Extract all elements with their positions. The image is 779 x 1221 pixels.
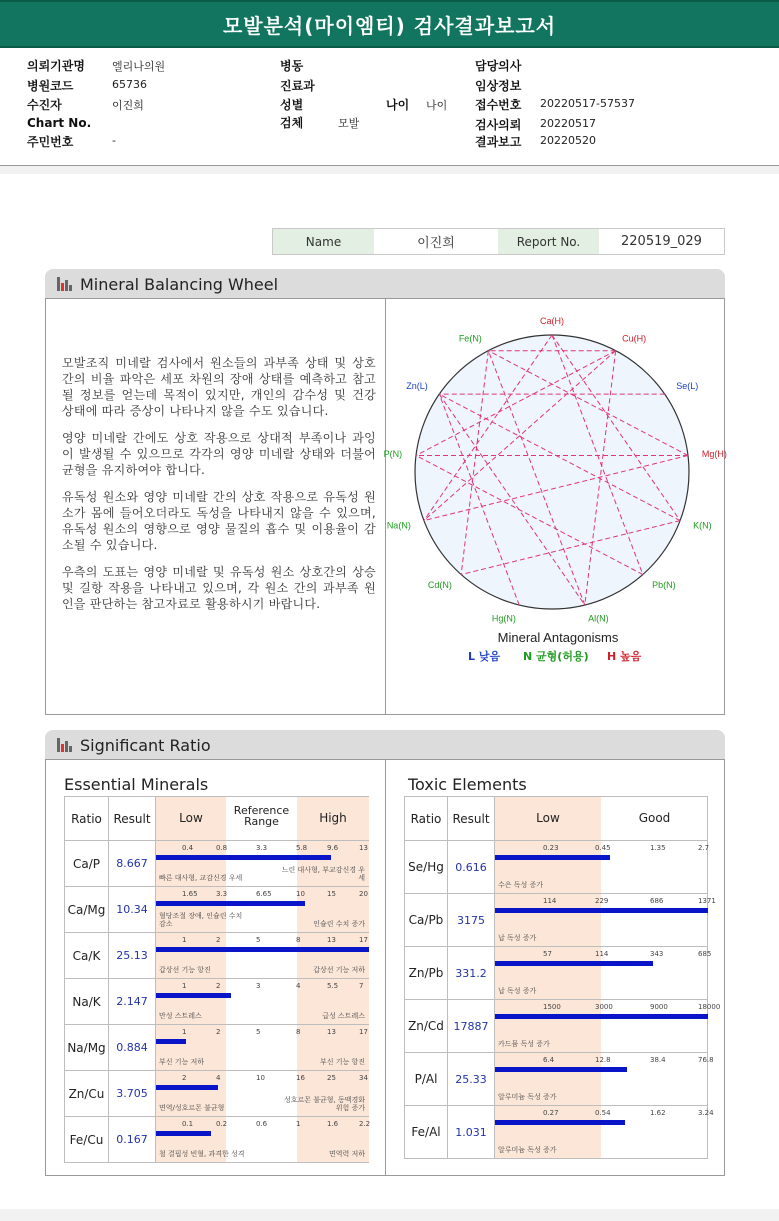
tick-label: 7 — [359, 982, 364, 990]
ratio-bar-cell — [156, 979, 369, 1025]
ratio-result: 25.13 — [109, 933, 156, 979]
high-note: 부신 기능 항진 — [319, 1058, 365, 1066]
ratio-name: Ca/P — [65, 841, 109, 887]
request-value: 20220517 — [540, 117, 596, 130]
high-note: 갑상선 기능 저하 — [313, 966, 365, 974]
report-no-value: 220519_029 — [621, 234, 702, 249]
ratio-result: 25.33 — [448, 1053, 495, 1106]
toxic-header-ratio: Ratio — [405, 797, 448, 841]
ratio-row — [405, 894, 708, 947]
wheel-paragraph: 우측의 도표는 영양 미네랄 및 유독성 원소 상호간의 상승 및 길항 작용을 나타내고 있으며, 각 원소 간의 과부족 원인을 판단하는 참고자료로 활용하시기 바랍니다. — [62, 565, 376, 611]
report-no-label: Report No. — [498, 229, 599, 254]
patient-info — [0, 48, 779, 166]
high-note: 느린 대사형, 부교감신경 우세 — [281, 866, 365, 882]
tick-label: 1500 — [543, 1003, 561, 1011]
header-high: High — [319, 811, 347, 825]
tick-label: 1.35 — [650, 844, 666, 852]
essential-header-range — [156, 797, 369, 841]
ratio-row — [65, 1071, 369, 1117]
wheel-section-title: Mineral Balancing Wheel — [80, 274, 279, 294]
mineral-label: Cd(N) — [427, 580, 452, 591]
tick-label: 8 — [296, 1028, 301, 1036]
low-note: 납 독성 증가 — [498, 987, 537, 995]
ratio-row — [65, 841, 369, 887]
ratio-result: 8.667 — [109, 841, 156, 887]
tick-label: 2 — [182, 1074, 187, 1082]
tick-label: 0.6 — [256, 1120, 268, 1128]
mineral-label: Cu(H) — [622, 333, 647, 344]
low-note: 철 결핍성 빈혈, 과격한 성격 — [159, 1150, 245, 1158]
tick-label: 5.5 — [327, 982, 339, 990]
ratio-row — [405, 947, 708, 1000]
ratio-result: 0.616 — [448, 841, 495, 894]
ratio-result: 17887 — [448, 1000, 495, 1053]
low-note: 빠른 대사형, 교감신경 우세 — [159, 874, 243, 882]
tick-label: 1 — [182, 982, 187, 990]
ratio-name: P/Al — [405, 1053, 448, 1106]
low-note: 카드뮴 독성 증가 — [498, 1040, 550, 1048]
bar-chart-icon — [57, 738, 72, 752]
tick-label: 685 — [698, 950, 712, 958]
legend-low: L 낮음 — [468, 650, 501, 663]
ratio-name: Fe/Cu — [65, 1117, 109, 1163]
ratio-section-header — [45, 730, 725, 760]
tick-label: 17 — [359, 936, 368, 944]
ratio-result: 2.147 — [109, 979, 156, 1025]
mineral-label: Mg(H) — [701, 448, 727, 459]
result-bar — [495, 1014, 708, 1019]
reception-label: 접수번호 — [475, 98, 522, 112]
wheel-paragraph: 모발조직 미네랄 검사에서 원소들의 과부족 상태 및 상호간의 비율 파악은 세포 차원의 장애 상태를 예측하고 참고될 정보를 얻는데 목적이 있지만, 개인의 감수성 및 건강 상태에 따라 증상이 나타나지 않을 수도 있습니다. — [62, 356, 376, 418]
tick-label: 0.8 — [216, 844, 228, 852]
tick-label: 17 — [359, 1028, 368, 1036]
ratio-row — [65, 887, 369, 933]
bottom-band — [0, 1209, 779, 1221]
tick-label: 5.8 — [296, 844, 308, 852]
result-bar — [495, 908, 708, 913]
ratio-row — [405, 1053, 708, 1106]
specimen-value: 모발 — [338, 117, 360, 130]
tick-label: 2 — [216, 936, 221, 944]
high-note: 면역력 저하 — [328, 1150, 365, 1158]
tick-label: 9000 — [650, 1003, 668, 1011]
name-label: Name — [273, 229, 374, 254]
tick-label: 1 — [182, 1028, 187, 1036]
high-note: 인슐린 수치 증가 — [313, 920, 365, 928]
result-bar — [495, 855, 610, 860]
ratio-result: 3175 — [448, 894, 495, 947]
tick-label: 12.8 — [595, 1056, 611, 1064]
wheel-paragraph: 유독성 원소와 영양 미네랄 간의 상호 작용으로 유독성 원소가 몸에 들어오더라도 독성을 나타내지 않을 수 있으며, 유독성 원소의 영향으로 영양 물질의 흡수 및 이용율이 감소될 수 있습니다. — [62, 490, 376, 552]
report-title: 모발분석(마이엠티) 검사결과보고서 — [0, 0, 779, 48]
low-note: 혈당조절 장애, 인슐린 수치 감소 — [159, 912, 243, 928]
result-bar — [156, 1085, 218, 1090]
divider-band — [0, 166, 779, 174]
patient-value: 이진희 — [112, 99, 144, 112]
header-low: Low — [179, 811, 203, 825]
bar-chart-icon — [57, 277, 72, 291]
mineral-label: Na(N) — [386, 520, 411, 531]
ratio-result: 0.167 — [109, 1117, 156, 1163]
ratio-bar-cell — [156, 1071, 369, 1117]
ratio-result: 331.2 — [448, 947, 495, 1000]
request-label: 검사의뢰 — [475, 118, 522, 132]
ratio-bar-cell — [495, 947, 712, 1000]
result-value: 20220520 — [540, 134, 596, 147]
essential-header-result: Result — [109, 797, 156, 841]
hospital-value: 엘리나의원 — [112, 60, 166, 73]
low-note: 납 독성 증가 — [498, 934, 537, 942]
tick-label: 686 — [650, 897, 664, 905]
ratio-name: Fe/Al — [405, 1106, 448, 1159]
mineral-label: Fe(N) — [458, 333, 482, 344]
essential-title: Essential Minerals — [64, 775, 209, 794]
ratio-row — [65, 1025, 369, 1071]
low-note: 수은 독성 증가 — [498, 881, 544, 889]
tick-label: 9.6 — [327, 844, 339, 852]
tick-label: 6.4 — [543, 1056, 555, 1064]
tick-label: 3 — [256, 982, 261, 990]
tick-label: 15 — [327, 890, 336, 898]
specimen-label: 검체 — [280, 116, 304, 130]
rrn-value: - — [112, 134, 116, 147]
chart-label: Chart No. — [27, 116, 92, 130]
tick-label: 2 — [216, 1028, 221, 1036]
tick-label: 343 — [650, 950, 664, 958]
tick-label: 16 — [296, 1074, 305, 1082]
header-low: Low — [536, 811, 560, 825]
tick-label: 6.65 — [256, 890, 272, 898]
tick-label: 4 — [216, 1074, 221, 1082]
ratio-row — [65, 933, 369, 979]
tick-label: 0.27 — [543, 1109, 559, 1117]
tick-label: 20 — [359, 890, 368, 898]
tick-label: 13 — [327, 936, 336, 944]
tick-label: 10 — [256, 1074, 265, 1082]
tick-label: 0.45 — [595, 844, 611, 852]
result-bar — [156, 1039, 186, 1044]
ratio-name: Na/Mg — [65, 1025, 109, 1071]
tick-label: 10 — [296, 890, 305, 898]
low-note: 갑상선 기능 항진 — [159, 966, 211, 974]
mineral-label: Pb(N) — [652, 580, 676, 591]
toxic-title: Toxic Elements — [408, 775, 527, 794]
tick-label: 13 — [359, 844, 368, 852]
tick-label: 2 — [216, 982, 221, 990]
low-note: 알루미늄 독성 증가 — [498, 1093, 557, 1101]
doctor-label: 담당의사 — [475, 59, 522, 73]
rrn-label: 주민번호 — [27, 135, 74, 149]
ratio-section-title: Significant Ratio — [80, 735, 211, 755]
tick-label: 0.4 — [182, 844, 194, 852]
tick-label: 2.2 — [359, 1120, 371, 1128]
ratio-name: Na/K — [65, 979, 109, 1025]
mineral-label: Al(N) — [588, 613, 609, 624]
tick-label: 5 — [256, 1028, 261, 1036]
name-value: 이진희 — [417, 236, 455, 251]
ratio-bar-cell — [156, 1117, 369, 1163]
wheel-circle — [415, 335, 689, 609]
ratio-bar-cell — [156, 841, 369, 887]
ratio-bar-cell — [156, 887, 369, 933]
tick-label: 57 — [543, 950, 552, 958]
ratio-bar-cell — [156, 1025, 369, 1071]
ratio-bar-cell — [156, 933, 369, 979]
dept-label: 진료과 — [280, 79, 315, 93]
ratio-bar-cell — [495, 1053, 714, 1106]
clinical-label: 임상정보 — [475, 79, 522, 93]
ratio-bar-cell — [495, 1000, 721, 1053]
tick-label: 8 — [296, 936, 301, 944]
result-bar — [156, 947, 369, 952]
result-bar — [156, 855, 331, 860]
result-bar — [495, 1067, 627, 1072]
ratio-name: Se/Hg — [405, 841, 448, 894]
ratio-result: 3.705 — [109, 1071, 156, 1117]
tick-label: 2.7 — [698, 844, 710, 852]
age-value: 나이 — [426, 99, 448, 112]
tick-label: 38.4 — [650, 1056, 666, 1064]
code-label: 병원코드 — [27, 79, 74, 93]
tick-label: 5 — [256, 936, 261, 944]
low-note: 만성 스트레스 — [159, 1012, 202, 1020]
mineral-label: Zn(L) — [406, 381, 428, 392]
wheel-description — [62, 355, 376, 623]
ratio-bar-cell — [495, 841, 708, 894]
ratio-row — [405, 841, 708, 894]
header-reference-range: Reference Range — [233, 804, 290, 828]
tick-label: 0.2 — [216, 1120, 228, 1128]
mineral-label: Hg(N) — [491, 613, 516, 624]
mineral-label: Se(L) — [676, 381, 699, 392]
result-bar — [156, 901, 305, 906]
sex-label: 성별 — [280, 98, 304, 112]
ratio-result: 10.34 — [109, 887, 156, 933]
tick-label: 0.1 — [182, 1120, 194, 1128]
ratio-name: Zn/Pb — [405, 947, 448, 1000]
code-value: 65736 — [112, 78, 147, 91]
tick-label: 4 — [296, 982, 301, 990]
tick-label: 1371 — [698, 897, 716, 905]
ratio-name: Ca/Mg — [65, 887, 109, 933]
tick-label: 114 — [595, 950, 609, 958]
high-note: 급성 스트레스 — [322, 1012, 365, 1020]
ratio-row — [65, 1117, 369, 1163]
ratio-name: Ca/Pb — [405, 894, 448, 947]
low-note: 부신 기능 저하 — [159, 1058, 205, 1066]
result-bar — [495, 961, 653, 966]
result-bar — [495, 1120, 625, 1125]
result-bar — [156, 1131, 211, 1136]
tick-label: 1 — [182, 936, 187, 944]
ratio-name: Zn/Cd — [405, 1000, 448, 1053]
wheel-section-header — [45, 269, 725, 299]
toxic-header-result: Result — [448, 797, 495, 841]
tick-label: 1.65 — [182, 890, 198, 898]
toxic-elements-table — [404, 796, 721, 1159]
ratio-bar-cell — [495, 1106, 714, 1159]
result-label: 결과보고 — [475, 135, 522, 149]
tick-label: 25 — [327, 1074, 336, 1082]
tick-label: 1 — [296, 1120, 301, 1128]
age-label: 나이 — [386, 98, 410, 112]
ratio-name: Ca/K — [65, 933, 109, 979]
hospital-label: 의뢰기관명 — [27, 59, 85, 73]
ratio-result: 1.031 — [448, 1106, 495, 1159]
legend-normal: N 균형(허용) — [523, 650, 589, 663]
ratio-bar-cell — [495, 894, 716, 947]
ratio-divider — [385, 759, 386, 1176]
essential-minerals-table — [64, 796, 369, 1163]
ratio-result: 0.884 — [109, 1025, 156, 1071]
tick-label: 1.62 — [650, 1109, 666, 1117]
ward-label: 병동 — [280, 59, 304, 73]
low-note: 알루미늄 독성 증가 — [498, 1146, 557, 1154]
high-note: 성호르몬 불균형, 동맥경화 위험 증가 — [283, 1096, 365, 1112]
tick-label: 114 — [543, 897, 557, 905]
wheel-title: Mineral Antagonisms — [497, 630, 619, 645]
tick-label: 229 — [595, 897, 609, 905]
tick-label: 34 — [359, 1074, 368, 1082]
mineral-label: Ca(H) — [540, 316, 564, 326]
name-report-box — [272, 228, 725, 255]
essential-header-ratio: Ratio — [65, 797, 109, 841]
tick-label: 3.3 — [216, 890, 228, 898]
mineral-antagonism-wheel — [383, 300, 727, 670]
ratio-name: Zn/Cu — [65, 1071, 109, 1117]
tick-label: 0.23 — [543, 844, 559, 852]
tick-label: 1.6 — [327, 1120, 339, 1128]
reception-value: 20220517-57537 — [540, 97, 635, 110]
ratio-row — [65, 979, 369, 1025]
low-note: 면역/성호르몬 불균형 — [159, 1104, 225, 1112]
header-good: Good — [638, 811, 671, 825]
result-bar — [156, 993, 231, 998]
tick-label: 3000 — [595, 1003, 613, 1011]
tick-label: 3.3 — [256, 844, 268, 852]
toxic-header-range — [495, 797, 708, 841]
tick-label: 18000 — [698, 1003, 721, 1011]
tick-label: 0.54 — [595, 1109, 611, 1117]
tick-label: 13 — [327, 1028, 336, 1036]
legend-high: H 높음 — [607, 650, 642, 663]
patient-label: 수진자 — [27, 98, 62, 112]
ratio-row — [405, 1000, 708, 1053]
tick-label: 76.8 — [698, 1056, 714, 1064]
wheel-paragraph: 영양 미네랄 간에도 상호 작용으로 상대적 부족이나 과잉이 발생될 수 있으므로 각각의 영양 미네랄 상태와 더불어 균형을 유지하여야 합니다. — [62, 431, 376, 477]
mineral-label: K(N) — [693, 520, 712, 531]
ratio-row — [405, 1106, 708, 1159]
mineral-label: P(N) — [383, 448, 403, 459]
tick-label: 3.24 — [698, 1109, 714, 1117]
